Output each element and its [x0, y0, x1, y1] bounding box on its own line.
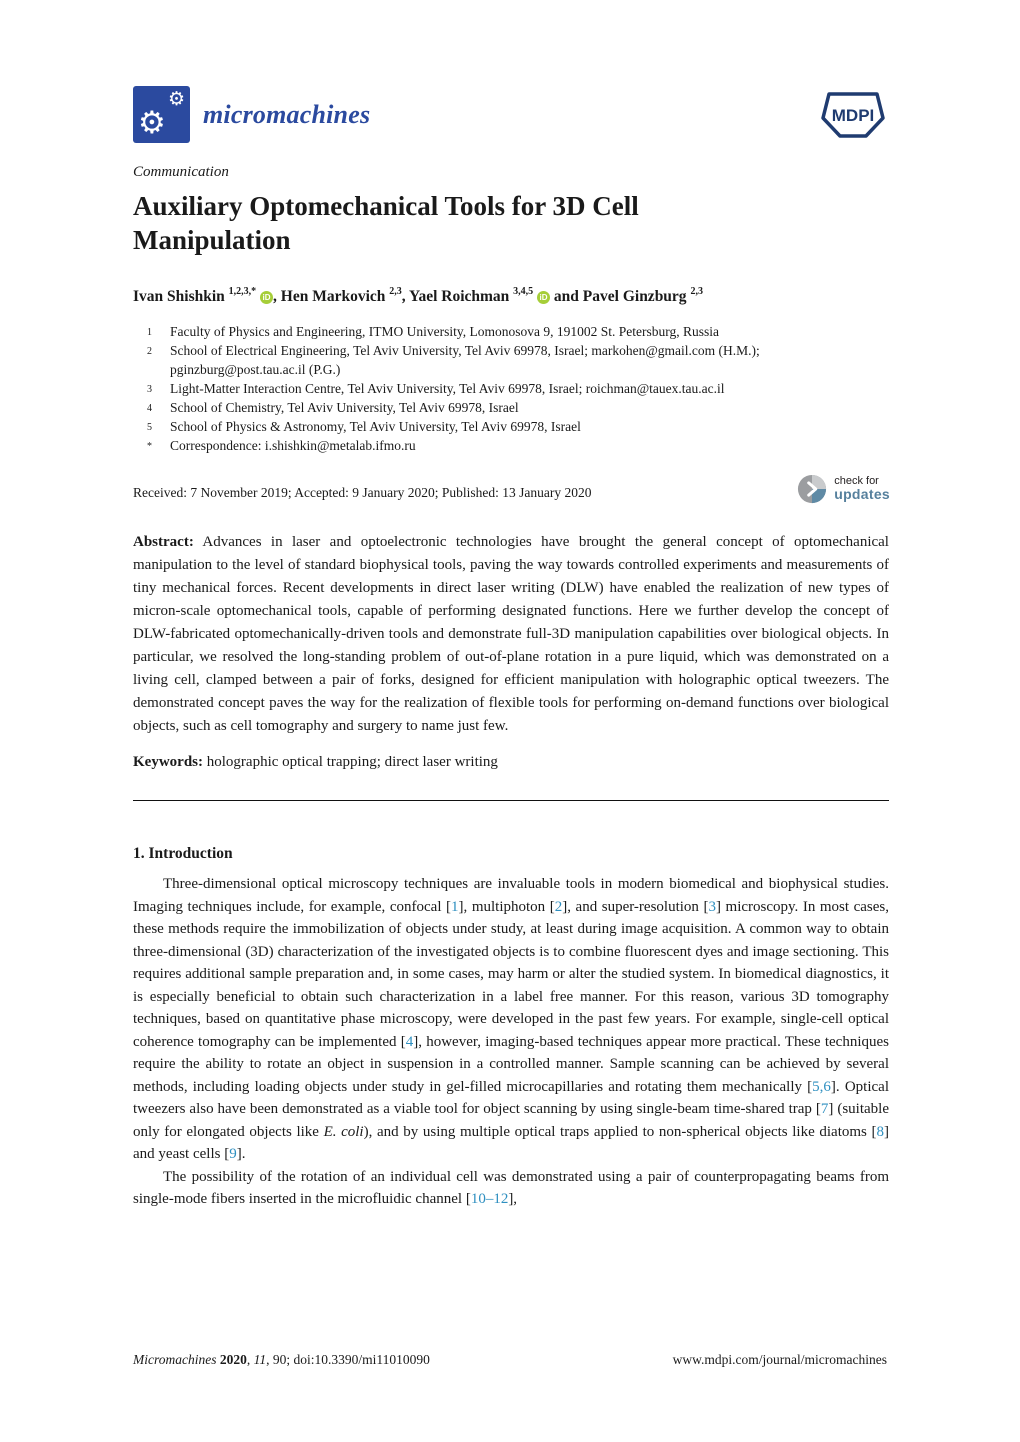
article-content: [133, 0, 889, 1211]
citation-link[interactable]: 4: [405, 1033, 414, 1050]
citation-link[interactable]: 3: [708, 898, 716, 915]
affiliations: [133, 322, 889, 455]
footer-segment: 2020: [219, 1352, 247, 1367]
abstract-text: Advances in laser and optoelectronic technologies have brought the general concept of optomechanical manipulation to the level of standard biophysical tools, paving the way towards controlled experiments and measurements of tiny mechanical forces. Recent developments in direct laser writing (DLW) have enabled the realization of new types of micron-scale optomechanical tools, capable of performing designated functions. Here we further develop the concept of DLW-fabricated optomechanically-driven tools and demonstrate full-3D manipulation capabilities over biological objects. In particular, we resolved the long-standing problem of out-of-plane rotation in a pure liquid, which was demonstrated on a living cell, clamped between a pair of forks, designed for efficient manipulation with holographic optical tweezers. The demonstrated concept paves the way for the realization of flexible tools for performing on-demand functions over biological objects, such as cell tomography and surgery to name just few.: [133, 534, 889, 735]
divider: [133, 800, 889, 801]
footer: [133, 1352, 887, 1368]
affiliation: * Correspondence: i.shishkin@metalab.ifmo.ru: [147, 438, 416, 454]
citation-link[interactable]: 2: [554, 898, 563, 915]
footer-segment: , 90; doi:10.3390/mi11010090: [266, 1352, 430, 1367]
keywords: [133, 751, 889, 774]
journal-name: micromachines: [203, 99, 371, 129]
footer-segment: ,: [246, 1352, 254, 1367]
citation-link[interactable]: 9: [229, 1146, 237, 1163]
authors-line: Ivan Shishkin $^{1,2,3,*}$ iD , Hen Markovich $^{2,3}$, Yael Roichman $^{3,4,5}$ iD and Pavel Ginzburg $^{2,3}$: [133, 286, 703, 306]
orcid-icon[interactable]: iD: [260, 291, 273, 304]
footer-segment: 11: [253, 1352, 267, 1367]
abstract: [133, 531, 889, 738]
author: Yael Roichman $^{3,4,5}$ iD: [409, 288, 550, 305]
check-for-updates-label: check for updates: [834, 474, 890, 503]
crossmark-icon: [797, 474, 827, 504]
author: Pavel Ginzburg $^{2,3}$: [582, 286, 703, 306]
footer-segment: Micromachines: [133, 1352, 220, 1367]
keywords-text: holographic optical trapping; direct laser writing: [206, 754, 498, 771]
citation-link[interactable]: 5,6: [812, 1078, 831, 1095]
gear-icon: ⚙: [167, 88, 185, 110]
introduction-paragraphs: [133, 873, 889, 1211]
citation-link[interactable]: 1: [451, 898, 459, 915]
paragraph: Three-dimensional optical microscopy techniques are invaluable tools in modern biomedical and biophysical studies. Imaging techniques include, for example, confocal [1], multiphoton [2], and super-resolution [3] microscopy. In most cases, these methods require the immobilization of objects under study, at least during image acquisition. A common way to obtain three-dimensional (3D) characterization of the investigated objects is to combine fluorescent dyes and image sectioning. This requires additional sample preparation and, in some cases, may harm or alter the studied system. In biomedical diagnostics, it is especially beneficial to obtain such characterization in a label free manner. For this reason, various 3D tomography techniques, based on quantitative phase microscopy, were developed in the past few years. For example, single-cell optical coherence tomography can be implemented [4], however, imaging-based techniques appear more practical. These techniques require the ability to rotate an object in suspension in a controlled manner. Sample scanning can be achieved by several methods, including loading objects under study in gel-filled microcapillaries and rotating them mechanically [5,6]. Optical tweezers also have been demonstrated as a viable tool for object scanning by using single-beam time-shared trap [7] (suitable only for elongated objects like E. coli), and by using multiple optical traps applied to non-spherical objects like diatoms [8] and yeast cells [9].: [133, 876, 890, 1163]
citation-link[interactable]: 10–12: [470, 1191, 509, 1208]
gear-icon: ⚙: [138, 105, 166, 141]
keywords-label: Keywords:: [133, 754, 203, 771]
affiliation: 4 School of Chemistry, Tel Aviv University, Tel Aviv 69978, Israel: [147, 400, 519, 416]
citation-link[interactable]: 8: [876, 1123, 884, 1140]
dates-line: Received: 7 November 2019; Accepted: 9 January 2020; Published: 13 January 2020: [133, 485, 592, 501]
affiliation: 2 School of Electrical Engineering, Tel Aviv University, Tel Aviv 69978, Israel; markohen@gmail.com (H.M.); pginzburg@post.tau.ac.il (P.G.): [147, 343, 760, 378]
affiliation: 5 School of Physics & Astronomy, Tel Aviv University, Tel Aviv 69978, Israel: [147, 419, 581, 435]
paragraph: The possibility of the rotation of an individual cell was demonstrated using a pair of counterpropagating beams from single-mode fibers inserted in the microfluidic channel [10–12],: [133, 1168, 889, 1208]
author: Hen Markovich $^{2,3}$: [280, 286, 402, 306]
citation-link[interactable]: 7: [820, 1101, 829, 1118]
section-heading-introduction: 1. Introduction: [133, 845, 233, 863]
footer-journal-url[interactable]: www.mdpi.com/journal/micromachines: [672, 1352, 887, 1367]
affiliation: 3 Light-Matter Interaction Centre, Tel Aviv University, Tel Aviv 69978, Israel; roichman@tauex.tau.ac.il: [147, 381, 725, 397]
page-title: Auxiliary Optomechanical Tools for 3D Cell Manipulation: [133, 191, 639, 255]
mdpi-logo-text: MDPI: [831, 106, 875, 125]
article-type: Communication: [133, 164, 229, 180]
author: Ivan Shishkin $^{1,2,3,*}$ iD: [133, 288, 273, 305]
check-for-updates-badge[interactable]: [797, 474, 890, 504]
affiliation: 1 Faculty of Physics and Engineering, ITMO University, Lomonosova 9, 191002 St. Petersburg, Russia: [147, 324, 719, 340]
orcid-icon[interactable]: iD: [537, 291, 550, 304]
abstract-label: Abstract:: [133, 534, 194, 551]
footer-citation: [133, 1352, 430, 1368]
